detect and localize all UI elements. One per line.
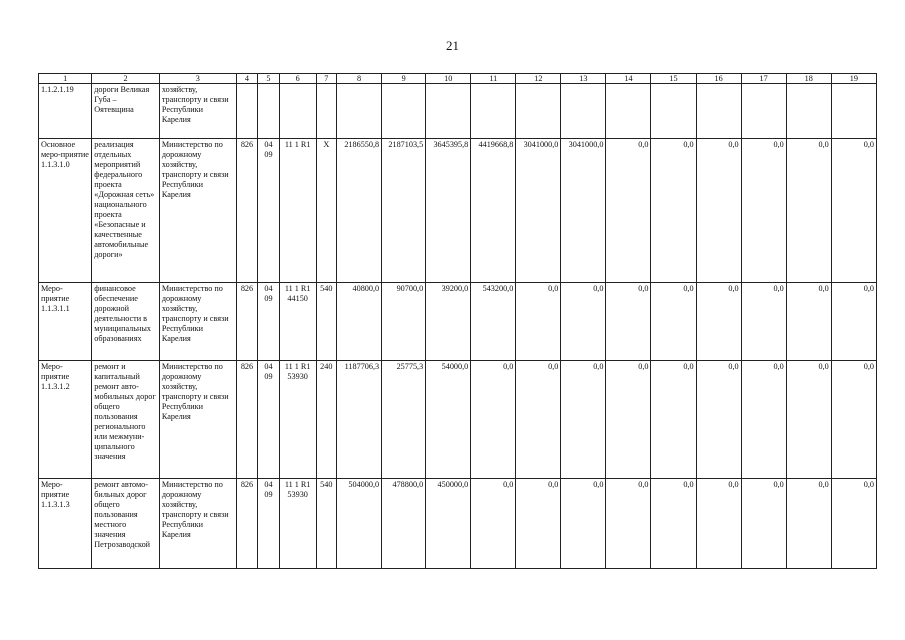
row-value-16: 0,0 xyxy=(696,361,741,479)
row-value-8: 504000,0 xyxy=(337,479,382,569)
row-grbs xyxy=(236,84,258,139)
row-value-14: 0,0 xyxy=(606,361,651,479)
row-csr: 11 1 R1 xyxy=(279,139,316,283)
row-vr: Х xyxy=(316,139,336,283)
row-value-13 xyxy=(561,84,606,139)
row-value-18: 0,0 xyxy=(786,361,831,479)
table-row xyxy=(39,283,877,361)
row-rz-pr: 04 09 xyxy=(258,479,280,569)
row-code: Меро-приятие 1.1.3.1.3 xyxy=(39,479,92,569)
row-value-15: 0,0 xyxy=(651,283,696,361)
row-value-19: 0,0 xyxy=(831,283,876,361)
column-number-3: 3 xyxy=(159,74,236,84)
row-value-11 xyxy=(471,84,516,139)
row-value-19: 0,0 xyxy=(831,479,876,569)
row-value-14 xyxy=(606,84,651,139)
row-value-16: 0,0 xyxy=(696,283,741,361)
column-number-8: 8 xyxy=(337,74,382,84)
table-row xyxy=(39,84,877,139)
row-vr: 540 xyxy=(316,283,336,361)
column-number-19: 19 xyxy=(831,74,876,84)
row-value-11: 0,0 xyxy=(471,479,516,569)
row-value-11: 543200,0 xyxy=(471,283,516,361)
row-rz-pr xyxy=(258,84,280,139)
row-grbs: 826 xyxy=(236,479,258,569)
row-value-14: 0,0 xyxy=(606,139,651,283)
row-vr: 240 xyxy=(316,361,336,479)
row-value-19: 0,0 xyxy=(831,139,876,283)
column-number-11: 11 xyxy=(471,74,516,84)
row-value-13: 0,0 xyxy=(561,283,606,361)
row-value-17: 0,0 xyxy=(741,283,786,361)
row-code: Меро-приятие 1.1.3.1.1 xyxy=(39,283,92,361)
row-value-8: 1187706,3 xyxy=(337,361,382,479)
row-value-17: 0,0 xyxy=(741,479,786,569)
row-value-10: 39200,0 xyxy=(426,283,471,361)
row-value-17: 0,0 xyxy=(741,139,786,283)
row-value-9 xyxy=(382,84,426,139)
row-vr xyxy=(316,84,336,139)
row-value-9: 2187103,5 xyxy=(382,139,426,283)
row-value-13: 0,0 xyxy=(561,479,606,569)
table-row xyxy=(39,139,877,283)
row-value-10: 3645395,8 xyxy=(426,139,471,283)
row-grbs: 826 xyxy=(236,283,258,361)
row-value-13: 3041000,0 xyxy=(561,139,606,283)
row-csr: 11 1 R1 53930 xyxy=(279,361,316,479)
row-value-10: 54000,0 xyxy=(426,361,471,479)
column-number-row xyxy=(39,74,877,84)
budget-table xyxy=(38,73,877,569)
row-value-12 xyxy=(516,84,561,139)
row-responsible: Министерство по дорожному хозяйству, транспорту и связи Республики Карелия xyxy=(159,283,236,361)
table-row xyxy=(39,361,877,479)
row-value-18: 0,0 xyxy=(786,479,831,569)
row-csr: 11 1 R1 53930 xyxy=(279,479,316,569)
column-number-10: 10 xyxy=(426,74,471,84)
page-number: 21 xyxy=(446,38,459,53)
column-number-4: 4 xyxy=(236,74,258,84)
row-rz-pr: 04 09 xyxy=(258,361,280,479)
row-value-18: 0,0 xyxy=(786,283,831,361)
row-value-16: 0,0 xyxy=(696,479,741,569)
row-value-12: 0,0 xyxy=(516,479,561,569)
row-value-18 xyxy=(786,84,831,139)
row-code: 1.1.2.1.19 xyxy=(39,84,92,139)
row-responsible: Министерство по дорожному хозяйству, транспорту и связи Республики Карелия xyxy=(159,139,236,283)
row-responsible: Министерство по дорожному хозяйству, транспорту и связи Республики Карелия xyxy=(159,361,236,479)
row-value-16 xyxy=(696,84,741,139)
row-value-11: 0,0 xyxy=(471,361,516,479)
row-value-8: 40800,0 xyxy=(337,283,382,361)
row-rz-pr: 04 09 xyxy=(258,139,280,283)
column-number-7: 7 xyxy=(316,74,336,84)
row-value-11: 4419668,8 xyxy=(471,139,516,283)
column-number-17: 17 xyxy=(741,74,786,84)
column-number-6: 6 xyxy=(279,74,316,84)
row-grbs: 826 xyxy=(236,361,258,479)
row-value-12: 3041000,0 xyxy=(516,139,561,283)
row-code: Меро-приятие 1.1.3.1.2 xyxy=(39,361,92,479)
table-row xyxy=(39,479,877,569)
column-number-18: 18 xyxy=(786,74,831,84)
row-grbs: 826 xyxy=(236,139,258,283)
row-value-16: 0,0 xyxy=(696,139,741,283)
row-code: Основное меро-приятие 1.1.3.1.0 xyxy=(39,139,92,283)
column-number-1: 1 xyxy=(39,74,92,84)
column-number-12: 12 xyxy=(516,74,561,84)
column-number-15: 15 xyxy=(651,74,696,84)
column-number-5: 5 xyxy=(258,74,280,84)
row-value-13: 0,0 xyxy=(561,361,606,479)
row-value-9: 25775,3 xyxy=(382,361,426,479)
column-number-14: 14 xyxy=(606,74,651,84)
row-responsible: хозяйству, транспорту и связи Республики Карелия xyxy=(159,84,236,139)
row-value-9: 90700,0 xyxy=(382,283,426,361)
row-value-12: 0,0 xyxy=(516,361,561,479)
row-value-15: 0,0 xyxy=(651,139,696,283)
row-description: ремонт и капитальный ремонт авто-мобильных дорог общего пользования регионального или межмуни-ципального значения xyxy=(92,361,160,479)
row-value-8 xyxy=(337,84,382,139)
row-value-15: 0,0 xyxy=(651,479,696,569)
row-description: реализация отдельных мероприятий федерального проекта «Дорожная сеть» национального проекта «Безопасные и качественные автомобильные дороги» xyxy=(92,139,160,283)
row-value-14: 0,0 xyxy=(606,283,651,361)
row-description: финансовое обеспечение дорожной деятельности в муниципальных образованиях xyxy=(92,283,160,361)
row-responsible: Министерство по дорожному хозяйству, транспорту и связи Республики Карелия xyxy=(159,479,236,569)
row-csr xyxy=(279,84,316,139)
row-value-18: 0,0 xyxy=(786,139,831,283)
row-value-10 xyxy=(426,84,471,139)
row-value-15 xyxy=(651,84,696,139)
row-value-17: 0,0 xyxy=(741,361,786,479)
column-number-2: 2 xyxy=(92,74,160,84)
row-description: дороги Великая Губа – Оятевщина xyxy=(92,84,160,139)
row-value-9: 478800,0 xyxy=(382,479,426,569)
row-value-19: 0,0 xyxy=(831,361,876,479)
row-vr: 540 xyxy=(316,479,336,569)
column-number-13: 13 xyxy=(561,74,606,84)
row-rz-pr: 04 09 xyxy=(258,283,280,361)
row-value-17 xyxy=(741,84,786,139)
row-value-12: 0,0 xyxy=(516,283,561,361)
row-description: ремонт автомо-бильных дорог общего пользования местного значения Петрозаводской xyxy=(92,479,160,569)
row-value-14: 0,0 xyxy=(606,479,651,569)
row-csr: 11 1 R1 44150 xyxy=(279,283,316,361)
column-number-9: 9 xyxy=(382,74,426,84)
row-value-8: 2186550,8 xyxy=(337,139,382,283)
row-value-10: 450000,0 xyxy=(426,479,471,569)
column-number-16: 16 xyxy=(696,74,741,84)
row-value-15: 0,0 xyxy=(651,361,696,479)
row-value-19 xyxy=(831,84,876,139)
